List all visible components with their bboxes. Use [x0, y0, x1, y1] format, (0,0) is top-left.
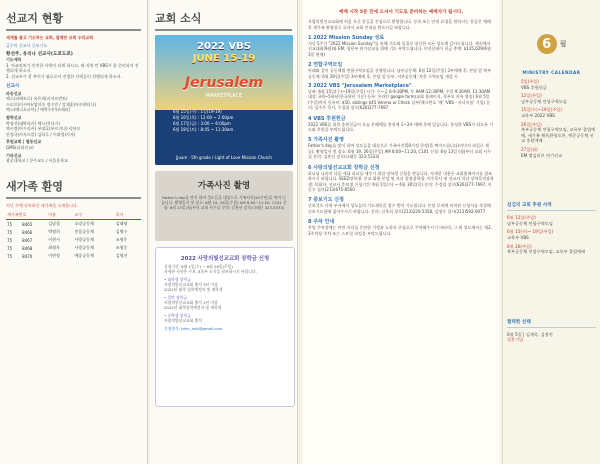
scholarship-line: 사랑의빛선교교회 출석 3년 이상 — [164, 282, 218, 287]
cell: 김병수 — [115, 229, 128, 235]
month-label: 월 — [559, 40, 567, 48]
table-header: 이름 — [47, 211, 73, 220]
calendar-list — [507, 79, 596, 158]
missionary-name: 황선주, 유리나 선교사(도쿄도쿄) — [6, 52, 73, 58]
region1-line: 스티브(러시아)/임미숙 정수민 / 강재훈(아르헨티나) — [6, 101, 97, 107]
cell: 75 — [7, 221, 13, 227]
announcement-item — [308, 136, 494, 159]
cell: 8467 — [22, 237, 33, 243]
cell: 예종공동체 — [74, 253, 94, 259]
poster-schedule-line: 6월 15일(수) : 1일(19-19) — [173, 109, 222, 114]
table-row — [6, 220, 141, 229]
announcement-title: 6 사랑의빛선교교회 장학금 신청 — [308, 164, 380, 171]
scholarship-line: • 일반 장학금 — [164, 295, 187, 300]
support-list — [507, 215, 596, 255]
calendar-text: 교육부 2022 VBS — [521, 112, 555, 118]
celebration-list — [507, 332, 596, 343]
table-row — [6, 228, 141, 236]
cell: 조영웅 — [115, 237, 128, 243]
announcement-title: 1 2022 Mission Sunday 성료 — [308, 35, 385, 41]
cell: 8468 — [22, 245, 33, 251]
announcement-item — [308, 115, 494, 133]
calendar-date: 27일(월) — [521, 146, 538, 152]
calendar-title: MINISTRY CALENDAR — [522, 70, 581, 75]
poster-title: 2022 VBS — [197, 41, 251, 52]
cell: 8466 — [22, 229, 33, 235]
mission-intro: 세계를 품고 기도하는 교회, 열매란 교회 우리교회 — [6, 35, 94, 40]
celebration-title: 협력한 선택 — [507, 319, 596, 328]
family-photo-title: 가족사진 촬영 — [197, 181, 251, 191]
page-church-news — [150, 0, 298, 464]
support-text: 교육부 VBS — [507, 234, 529, 240]
support-text: 남부공동체 연합구역모임 — [507, 220, 553, 226]
region3-title: 후원교회 | 협동선교 — [6, 139, 42, 145]
region2-title: 협력선교 — [6, 114, 22, 120]
calendar-date: 12일(주일) — [521, 93, 542, 99]
cell: 8465 — [22, 221, 33, 227]
scholarship-line: 2022년 대학입학예정자 및 재학생 — [164, 305, 222, 310]
calendar-date: 26일(주일) — [521, 121, 542, 127]
cell: 최영자 — [48, 245, 60, 251]
celebration-line: 6월 5일 | 김재욱, 김정연 — [507, 331, 553, 337]
cell: 8470 — [22, 253, 33, 259]
scholarship-line: 자세한 사항은 주보 교육부 소식을 참조하시기 바랍니다. — [164, 269, 257, 274]
scholarship-line: 사랑의빛선교교회 출석 — [164, 318, 202, 323]
cell: 사랑공동체 — [74, 237, 94, 243]
cell: 김영진 — [115, 253, 128, 259]
support-date: 6월 12일(주일) — [507, 215, 536, 221]
announcement-body: 아래와 같이 공동체별 연합구역모임을 진행합니다. 남부공동체: 6월 12일(주일) 3부예배 후, 본당 앞 북부공동체: 6월 26일(주일) 3부예배 후, 본당 앞 동부, 서부공동체: 차후 구역모임 개강 시 — [308, 68, 492, 79]
cell: 조영웅 — [115, 245, 128, 251]
poster-schedule — [173, 109, 233, 133]
poster-schedule-line: 6월 16일(목) : 12:00 ~ 2:00pm — [173, 115, 234, 120]
mission-status-title: 선교지 현황 — [6, 10, 141, 31]
cell: 이연정 — [48, 253, 60, 259]
scholarship-line: 2022년 대학 입학예정자 및 재학생 — [164, 287, 223, 292]
poster-schedule-line: 6월 18일(토) : 8:45 ~ 11:30am — [173, 127, 234, 132]
region2-line: 박영선(대박리카) 엑시선(터키) — [6, 120, 60, 126]
new-family-sub: 지난 주에 등록하신 새가족을 소개합니다. — [6, 202, 79, 208]
scholarship-flyer — [155, 247, 295, 407]
table-header: 교구 — [73, 211, 114, 220]
announcement-title: 3 2022 VBS "Jerusalem Marketplace" — [308, 83, 412, 90]
cell: 75 — [7, 245, 13, 251]
announcement-body: 2022 VBS를 위한 후원헌금이 오늘 은혜예물 봉헌에 1~3부 예배 후에 있습니다. 풍성한 VBS가 되도록 기도와 후원을 부탁드립니다. — [308, 121, 493, 133]
poster-subtheme: MARKETPLACE — [205, 93, 243, 99]
region1-line: 엑스(피에트로) 유은희(카자르반트) — [6, 96, 68, 102]
region4-title: 기타선교 — [6, 152, 22, 158]
announcement-item — [308, 196, 494, 214]
calendar-item — [521, 122, 596, 144]
worship-reminder: 예배 시작 5분 전에 오셔서 기도로 준비하는 예배자가 됩시다. — [338, 10, 464, 15]
support-date: 6월 26(주일) — [507, 243, 532, 249]
poster-footer: Jjuam · 5th grade / Light of Love Mission Church — [176, 155, 272, 160]
poster-theme: Jerusalem — [184, 75, 264, 91]
calendar-item — [521, 107, 596, 118]
prayer-line-1: 1. 아쿄치처가 안전한 사역이 되게 하시고, 새 지역 만 VBS가 잘 준비되어 진행되게 하소서. — [6, 62, 139, 74]
announcement-title: 2 연합구역모임 — [308, 62, 343, 69]
table-header: 새가족번호 — [6, 211, 47, 220]
cell: 75 — [7, 253, 13, 259]
support-item — [507, 229, 596, 240]
prayer-line-2: 2. 선교부가 잘 추이가 됨으로서 진정한 사역들이 진행되게 하소서. — [6, 73, 122, 79]
calendar-item — [521, 147, 596, 158]
calendar-date: 5일(주일) — [521, 79, 540, 84]
cell: 소망공동체 — [74, 221, 94, 227]
calendar-text: 북부공동체 연합구역모임, 교육부 졸업예배, 새가족 체육환영오찬, 예준공동체 선교 후원예배 — [521, 127, 596, 144]
cell: 김태영 — [115, 221, 128, 227]
welcome-intro: 사랑의빛선교교회에 처음 오신 분들을 진심으로 환영합니다. 등록 또는 안내 요청을 원하시는 분들은 예배 후 새가족 환영실로 오셔서 교회 안내를 받으시길 바랍니다. — [308, 19, 491, 30]
new-family-table — [6, 211, 141, 260]
scholarship-title: 2022 사랑의빛선교교회 장학금 신청 — [180, 256, 270, 262]
prayer-label: 기도제목 — [6, 57, 22, 63]
announcement-item — [308, 34, 494, 57]
vbs-poster — [155, 35, 293, 165]
church-news-title: 교회 소식 — [155, 10, 292, 31]
calendar-text: VBS 후원헌금 — [521, 84, 547, 90]
page-mission-status — [0, 0, 148, 464]
cell: 김남철 — [48, 221, 60, 227]
family-photo-card — [155, 171, 293, 241]
region2-line: 안정국(카자르칼) 김하루 / 이뢰정(카자) — [6, 131, 76, 137]
scholarship-line: 신청방식: lotm_info@gmail.com — [164, 326, 223, 331]
table-row — [6, 236, 141, 244]
family-photo-text: Father's day를 맞이 하여 성도들을 대상으로 가족사진(50주년)을 찍어 나눕니다. 촬영일자 및 장소: 6월 19, 26일(주일) AM 8:00~11:20, C101 신청: 6월 13일(월)부터 교회 사무실 문의: 김흥선 장로(나래문 323-5333) — [161, 195, 287, 211]
cell: 믿음공동체 — [74, 229, 94, 235]
announcement-body: 하나님 나라의 다음 세대 리더를 세우기 위한 장학생 신청을 받습니다. 자세한 내용은 교회홈페이지를 참조하시기 바랍니다. SEED장학생: 본교 회원 본당 및 자녀 열정장학생: 이주목사 및 선교사 자녀 장학목적장학생: 목회자, 선교사 후보생 신청기간: 6월 1일(수) ~ 6월 30일(목) 문의: 주경철 장로(626)277-7697, 이동우 집사(213)675-8560 — [308, 170, 494, 192]
announcement-title: 4 VBS 후원헌금 — [308, 115, 346, 122]
announcement-item — [308, 83, 494, 111]
region4-line: 광운대학교 / 큐주교도 / 서울운학교 — [6, 158, 68, 164]
calendar-item — [521, 93, 596, 104]
announcement-body: 본당 주차장에는 어린 자녀를 동반한 가정과 노약자 중심으로 주차해주시기 바라며, 그 외 성도께서는 제2, 3주차장 주차 또는 스트릿 파킹을 부탁드립니다. — [308, 225, 492, 236]
poster-schedule-line: 6월 17일(금) : 3:00 ~ 6:00pm — [173, 121, 231, 126]
missionary-label: 선교사 — [6, 83, 20, 89]
month-number: 6 — [537, 34, 557, 54]
table-header: 목사 — [115, 211, 141, 220]
calendar-date: 15일(수)~19일(주일) — [521, 107, 562, 113]
region2-line: 엑시정(아프리카) 부대호(부르키나) 리단모 — [6, 126, 81, 132]
cell: 이현시 — [48, 237, 60, 243]
support-text: 북부공동체 연합구역모임, 교육부 졸업예배 — [507, 249, 586, 255]
scholarship-line: • 중학생 장학금 — [164, 313, 191, 318]
region1-line: 엑스(에디오피아) / 예락우(마르레피) — [6, 107, 71, 113]
page-announcements — [302, 0, 500, 464]
page-calendar — [502, 0, 600, 464]
celebration-line: 결혼기념 — [507, 337, 524, 343]
cell: 박영희 — [48, 229, 60, 235]
scholarship-line: • 대학생 장학금 — [164, 277, 191, 282]
announcement-body: 지난 5주간 "2022 Mission Sunday"를 통해 기도와 물질로 헌신한 모든 성도께 감사드립니다. 계속해서 선교대회(9월)와 EM, 청년부 단기선교를 위해 기도 부탁드립니다. 미션선데이 헌금 총액: $125,629(6월 3일 현재) — [308, 41, 491, 57]
support-date: 6월 15(수)~ 19일(주일) — [507, 229, 554, 235]
cell: 사랑공동체 — [74, 245, 94, 251]
announcement-title: 7 중보기도 신청 — [308, 197, 344, 204]
announcement-item — [308, 218, 494, 236]
calendar-text: 남부공동체 연합구역모임 — [521, 98, 567, 104]
announcement-item — [308, 61, 494, 79]
announcement-body: 중보기도 사역 부서에서 성도들의 기도제목을 접수 받아 기도합니다. 본당 로비에 비치된 신청서를 작성해 중보기도함에 넣어주시기 바랍니다. 문의: 신옥희 장로(213)220-5358, 김명주 집사(213)592-0077 — [308, 203, 491, 214]
support-item — [507, 215, 596, 226]
calendar-item — [521, 79, 596, 90]
region1-title: 파송선교 — [6, 90, 22, 96]
announcement-item — [308, 164, 494, 193]
table-row — [6, 244, 141, 252]
scholarship-line: 사랑의빛선교교회 출석 1년 이상 — [164, 300, 218, 305]
calendar-text: EM 컴넘러브 단기선교 — [521, 152, 563, 158]
mission-intro2: 금주의 선교사 중보기도 — [6, 42, 48, 48]
cell: 75 — [7, 229, 13, 235]
support-item — [507, 244, 596, 255]
scholarship-line: 신청기간: 6월 1일(수) ~ 6월 26일(주일) — [164, 264, 233, 269]
announcement-title: 5 가족사진 촬영 — [308, 137, 344, 144]
announcement-body: Father's day를 맞이 하여 성도들을 대상으로 가족사진(50가정 한정)을 찍어드립니다(이미지 파일로 제공). 촬영일자 및 장소: 6월 19, 26일(주일) AM 8:00~11:20, C101 신청: 6월 13일 (월)부터 교회 사무실 문의: 김흥선 장로(나래문 323-5333) — [308, 143, 492, 160]
announcement-body: 날짜: 6월 15일(수)~19일(주일) 시간: 수~금 6-9:30PM, 토 9AM-12:30PM, 주일 9:30AM, 11:30AM 대상: 3세~5학년(한국학년 기준) 등록: 온라인 google form(교회 홈페이지, 학부모 카톡 방송) 6월 5일(주일)까지 등록비: $50, siblings $45 Venmo or Check 납부(체크번호 '메' 'VBS - 자녀이름' 기입) 문의: 김주은 목사, 주경철 장로(626)277-7697 — [308, 89, 491, 111]
announcement-title: 8 주차 안내 — [308, 219, 335, 226]
table-row — [6, 252, 141, 260]
month-header — [507, 34, 596, 54]
poster-date: JUNE 15-19 — [192, 53, 256, 64]
scholarship-text — [156, 262, 294, 333]
cell: 75 — [7, 237, 13, 243]
region3-line: GMS(파리선교) — [6, 144, 34, 150]
support-ministry-title: 섬김의 교회 후원 사역 — [507, 202, 596, 211]
new-family-title: 새가족 환영 — [6, 178, 141, 199]
